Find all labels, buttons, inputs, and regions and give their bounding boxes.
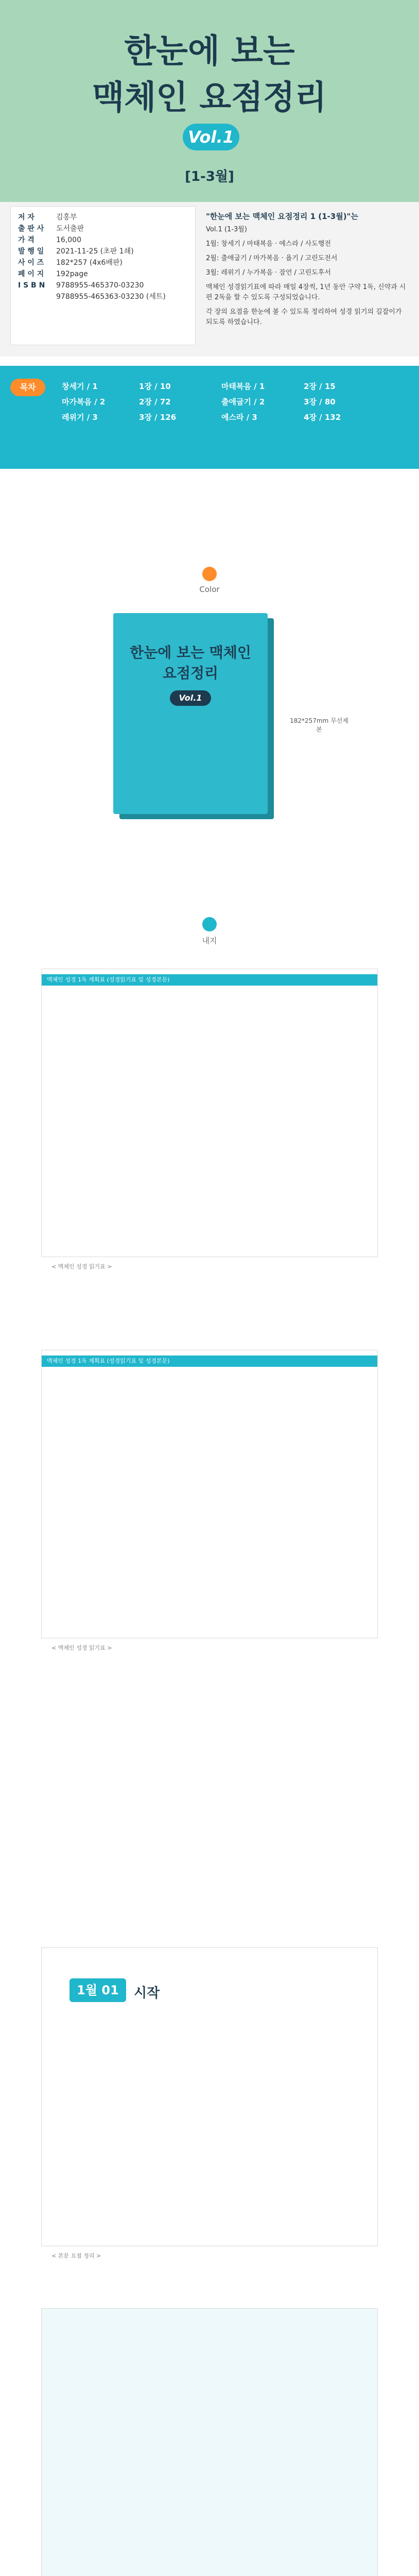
inner-page-4 bbox=[41, 2308, 378, 2576]
chapter-title: 시작 bbox=[134, 1986, 160, 2001]
book-info-table bbox=[10, 206, 196, 345]
volume-badge: Vol.1 bbox=[183, 124, 239, 150]
toc-badge: 목차 bbox=[10, 379, 45, 396]
book-cover-title: 한눈에 보는 맥체인 요점정리 bbox=[130, 644, 251, 682]
description-paragraph: Vol.1 (1-3월) bbox=[206, 226, 247, 233]
inner-section-label: 내지 bbox=[202, 936, 217, 945]
toc-column bbox=[139, 379, 216, 425]
info-row: I S B N 9788955-465370-03230 bbox=[18, 281, 144, 290]
toc-item: 창세기 / 1 bbox=[62, 382, 98, 391]
info-row: 저 자 김홍부 bbox=[18, 213, 77, 222]
inner-page-caption: < 맥체인 성경 읽기표 > bbox=[51, 1263, 112, 1270]
book-cover-vol: Vol.1 bbox=[170, 690, 211, 706]
toc-item: 4장 / 132 bbox=[304, 413, 341, 422]
description-paragraph: 1월: 창세기 / 마태복음 · 에스라 / 사도행전 bbox=[206, 240, 331, 248]
description-paragraph: 2월: 출애굽기 / 마가복음 · 욥기 / 고린도전서 bbox=[206, 255, 338, 262]
toc-item: 2장 / 15 bbox=[304, 382, 336, 391]
hero-title-line1: 한눈에 보는 bbox=[124, 32, 295, 71]
chapter-badge: 1월 01 bbox=[69, 1978, 126, 2002]
toc-item: 마태복음 / 1 bbox=[221, 382, 265, 391]
toc-item: 마가복음 / 2 bbox=[62, 397, 106, 406]
toc-item: 에스라 / 3 bbox=[221, 413, 257, 422]
info-row: 페 이 지 192page bbox=[18, 270, 88, 278]
hero-title-line2: 맥체인 요점정리 bbox=[92, 79, 327, 117]
info-row: 발 행 일 2021-11-25 (초판 1쇄) bbox=[18, 247, 134, 256]
book-description bbox=[206, 211, 409, 332]
palette-icon bbox=[202, 567, 217, 581]
pages-icon bbox=[202, 917, 217, 931]
color-section-label: Color bbox=[199, 585, 220, 594]
inner-page-header: 맥체인 성경 1독 계획표 (성경읽기표 및 성경본문) bbox=[42, 1355, 377, 1367]
info-row: 9788955-465363-03230 (세트) bbox=[56, 293, 166, 301]
description-paragraph: 각 장의 요점을 한눈에 볼 수 있도록 정리하여 성경 읽기의 길잡이가 되도록 하였습니다. bbox=[206, 308, 402, 326]
hero-subtitle: [1-3월] bbox=[185, 169, 234, 184]
toc-item: 레위기 / 3 bbox=[62, 413, 98, 422]
toc-item: 2장 / 72 bbox=[139, 397, 171, 406]
toc-item: 1장 / 10 bbox=[139, 382, 171, 391]
toc-item: 3장 / 80 bbox=[304, 397, 336, 406]
paper-spec: 182*257mm 무선제본 bbox=[290, 717, 348, 733]
toc-column bbox=[304, 379, 381, 425]
inner-page-2 bbox=[41, 1350, 378, 1638]
inner-page-caption: < 본문 요점 정리 > bbox=[51, 2252, 101, 2259]
info-row: 출 판 사 도서출판 bbox=[18, 225, 84, 233]
toc-item: 3장 / 126 bbox=[139, 413, 177, 422]
info-row: 사 이 즈 182*257 (4x6배판) bbox=[18, 259, 123, 267]
description-paragraph: 맥체인 성경읽기표에 따라 매일 4장씩, 1년 동안 구약 1독, 신약과 시편 2독을 할 수 있도록 구성되었습니다. bbox=[206, 283, 406, 301]
toc-column bbox=[221, 379, 299, 425]
toc-column bbox=[62, 379, 139, 425]
description-quote: "한눈에 보는 맥체인 요점정리 1 (1-3월)"는 bbox=[206, 212, 358, 221]
inner-page-header: 맥체인 성경 1독 계획표 (성경읽기표 및 성경본문) bbox=[42, 974, 377, 986]
inner-page-1 bbox=[41, 969, 378, 1257]
toc-item: 출애굽기 / 2 bbox=[221, 397, 265, 406]
inner-page-caption: < 맥체인 성경 읽기표 > bbox=[51, 1645, 112, 1651]
info-row: 가 격 16,000 bbox=[18, 236, 81, 244]
description-paragraph: 3월: 레위기 / 누가복음 · 잠언 / 고린도후서 bbox=[206, 269, 331, 277]
